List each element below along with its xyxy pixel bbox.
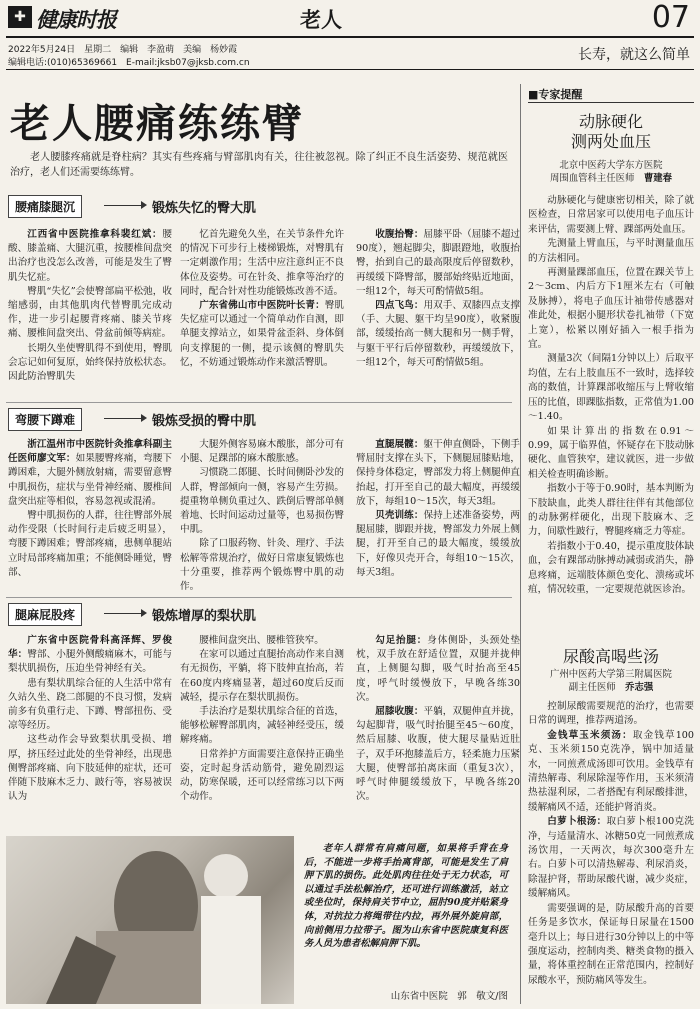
- paragraph: [180, 228, 344, 299]
- paragraph: [8, 509, 172, 580]
- photo-credit: 山东省中医院 郭 敬文/图: [390, 991, 508, 1002]
- text-column: [8, 438, 172, 598]
- paragraph-text: 在家可以通过直腿抬高动作来自测有无损伤，平躺，将下肢伸直抬高，若在60度内疼痛显著，超过60度后反而减轻，提示存在梨状肌损伤。: [180, 649, 344, 703]
- paragraph-text: 大腿外侧容易麻木酸胀，部分可有小腿、足踝部的麻木酸胀感。: [180, 439, 344, 465]
- paragraph-lead-in: 勾足抬腿：: [375, 635, 428, 646]
- arrow-right-icon: [104, 418, 144, 419]
- masthead-rule-bottom: [6, 69, 694, 70]
- paragraph-text: 忆首先避免久坐，在关节条件允许的情况下可步行上楼梯锻炼，对臀肌有一定刺激作用；生活中应注意纠正不良体位及姿势。可在针灸、推拿等治疗的同时，配合针对性功能锻炼改善不适。: [180, 229, 344, 297]
- text-column: [180, 228, 344, 403]
- photo: [6, 836, 294, 1004]
- paragraph-text: 控制尿酸需要规范的治疗，也需要日常的调理，推荐两道汤。: [528, 701, 694, 727]
- paragraph-text: 平躺，双腿伸直并拢，勾起脚背，吸气时抬腿至45～60度，然后屈膝、收腹，使大腿尽量贴近肚子，双手环抱膝盖后方，轻柔施力压紧大腿，使臀部拍离床面（重复3次），呼气时伸腿缓缓放下，早晚各练20次。: [356, 706, 520, 803]
- paragraph: [528, 700, 694, 729]
- article2-body: [528, 700, 694, 988]
- text-column: [356, 228, 520, 403]
- paragraph: [528, 815, 694, 901]
- photo-block: [6, 836, 512, 1004]
- section-tag: 腰痛膝腿沉: [8, 195, 82, 218]
- paragraph-lead-in: 屈膝收腹：: [375, 706, 424, 718]
- article1-title: 动脉硬化 测两处血压: [570, 112, 651, 151]
- sidebar-divider: [520, 84, 521, 1004]
- article2-byline: 广州中医药大学第三附属医院 副主任医师 乔志强: [550, 669, 672, 693]
- photo-caption: 老年人群常有肩痛问题，如果将手背在身后，不能进一步将手抬离背部，可能是发生了肩胛下肌的损伤。此处肌肉往往处于无力状态，可以通过手法松解治疗，还可进行训练激活，站立或坐位时，保持肩关节中立，屈肘90度并贴紧身体，对抗拉力将绳带往内拉，再外展外旋肩部，向前侧用力拉带子。图为山东省中医院康复科医务人员为患者松解肩胛下肌。: [304, 843, 508, 950]
- paragraph: [528, 266, 694, 352]
- slogan: 长寿，就这么简单: [578, 47, 690, 63]
- date-line: 2022年5月24日 星期二 编辑 李盈萌 美编 杨妙霞: [8, 45, 238, 55]
- logo-mark-icon: ✚: [8, 6, 32, 28]
- section-tag: 弯腰下蹲难: [8, 408, 82, 431]
- paragraph: [356, 299, 520, 370]
- arrow-right-icon: [104, 613, 144, 614]
- paragraph: [8, 438, 172, 509]
- paragraph: [180, 466, 344, 537]
- paragraph-text: 躯干伸直侧卧，下侧手臂屈肘支撑在头下，下侧腿屈膝贴地，保持身体稳定，臀部发力将上侧腿伸直抬起，打开至自己的最大幅度，再缓缓放下，每组10～15次，每天3组。: [356, 439, 520, 507]
- paragraph: [356, 438, 520, 509]
- paragraph-lead-in: 金钱草玉米须汤：: [547, 729, 633, 741]
- paragraph-text: 除了口服药物、针灸、理疗、手法松解等常规治疗，做好日常康复锻炼也十分重要，推荐两个锻炼臀中肌的动作。: [180, 538, 344, 593]
- article1-byline: 北京中医药大学东方医院 周围血管科主任医师 曹建春: [550, 160, 672, 184]
- paragraph-text: 如果腰臀疼痛，弯腰下蹲困难，大腿外侧放射痛，需要留意臀中肌损伤，症状与坐骨神经痛、腰椎间盘突出症等相似，容易忽视或混淆。: [8, 453, 172, 507]
- paragraph: [180, 634, 344, 648]
- paragraph-text: 身体侧卧，头颈处垫枕，双手放在舒适位置，双腿并拢伸直，上侧腿勾脚，吸气时抬高至45度，呼气时缓慢放下，早晚各练30次。: [356, 635, 520, 703]
- paragraph: [180, 705, 344, 748]
- paragraph: [8, 733, 172, 804]
- paragraph: [356, 705, 520, 804]
- paragraph-lead-in: 直腿展髋：: [375, 439, 424, 450]
- lead-text: 老人腰膝疼痛就是脊柱病？其实有些疼痛与臂部肌肉有关，往往被忽视。除了纠正不良生活姿势、规范就医治疗，老人们还需要练练臂。: [10, 152, 508, 178]
- paragraph-text: 臀中肌损伤的人群，往往臀部外展动作受限（长时间行走后疲乏明显），弯腰下蹲困难；臀部疼痛，患侧单腿站立时局部疼痛加重；不能侧卧睡觉，臀部、: [8, 510, 172, 578]
- paragraph-text: 习惯跷二郎腿、长时间侧卧沙发的人群，臀部倾向一侧，容易产生劳损。提重物单侧负重过久、跌倒后臀部单侧着地、长时间运动过量等，也易损伤臀中肌。: [180, 467, 344, 536]
- text-column: [8, 228, 172, 403]
- paragraph-text: 测量3次（间隔1分钟以上）后取平均值，左右上肢血压不一致时，选择较高的数值，计算踝部收缩压与上臂收缩压的比值，即踝肱指数，正常值为1.00～1.40。: [528, 353, 694, 423]
- paragraph: [528, 482, 694, 540]
- paragraph: [528, 729, 694, 815]
- lead: [10, 150, 508, 180]
- paragraph-text: 取金钱草100克、玉米须150克洗净，锅中加适量水，一同煎煮成汤即可饮用。金钱草有清热解毒、利尿除湿等作用，玉米须清热祛湿利尿，二者搭配有利尿酸排泄，缓解痛风不适，还能护肾消炎。: [528, 729, 695, 813]
- paragraph: [528, 352, 694, 424]
- sidebar: [528, 84, 694, 1004]
- section-title: 锻炼增厚的梨状肌: [152, 609, 257, 624]
- text-column: [8, 634, 172, 830]
- paragraph-lead-in: 江西省中医院推拿科裴红斌：: [27, 229, 163, 240]
- paragraph-text: 臀部、小腿外侧酸痛麻木，可能与梨状肌损伤，压迫坐骨神经有关。: [8, 649, 172, 675]
- paragraph: [8, 285, 172, 342]
- paragraph-text: 需要强调的是，防尿酸升高的首要任务是多饮水，保证每日尿量在1500毫升以上；每日进行30分钟以上的中等强度运动，控制肉类、糖类食物的摄入量，将体重控制在正常范围内，控制好尿酸水平，预防痛风等发生。: [528, 902, 694, 986]
- page-number: 07: [651, 0, 690, 35]
- paragraph-text: 腰椎间盘突出、腰椎管狭窄。: [199, 635, 324, 646]
- paragraph-lead-in: 广东省中医院骨科高泽辉、罗俊华：: [8, 635, 172, 661]
- paragraph-lead-in: 白萝卜根汤：: [547, 816, 607, 828]
- paragraph: [180, 748, 344, 805]
- paragraph-text: 动脉硬化与健康密切相关，除了就医检查，日常居家可以使用电子血压计来评估，需要测上臂、踝部两处血压。: [528, 195, 694, 235]
- paragraph-lead-in: 四点飞鸟：: [375, 300, 424, 312]
- paragraph-text: 日常养护方面需要注意保持正确坐姿，定时起身活动筋骨，避免剧烈运动，防寒保暖，还可以经常练习以下两个动作。: [180, 748, 344, 803]
- paragraph-text: 取白萝卜根100克洗净，与适量清水、冰糖50克一同煎煮成汤饮用，一天两次，每次300毫升左右。白萝卜可以清热解毒、利尿消炎，除湿护肾，帮助尿酸代谢，减少炎症，缓解痛风。: [528, 816, 695, 900]
- text-column: [356, 634, 520, 830]
- paragraph-text: 再测量踝部血压，位置在踝关节上2～3cm、内后方下1厘米左右（可触及脉搏），将电子血压计袖带传感器对准此处，根据小腿形状卷扎袖带（下宽上宽），松紧以刚好插入一根手指为宜。: [528, 267, 694, 351]
- text-column: [180, 438, 344, 598]
- paragraph-text: 患有梨状肌综合征的人生活中常有久站久坐、跷二郎腿的不良习惯，发病前多有负重行走、下蹲、臀部扭伤、受凉等经历。: [8, 677, 172, 732]
- headline: 老人腰痛练练臂: [10, 100, 304, 147]
- paragraph-lead-in: 浙江温州市中医院针灸推拿科副主任医师廖文军：: [8, 439, 172, 465]
- paragraph-text: 臀肌“失忆”会使臀部扁平松弛，收缩感弱，由其他肌肉代替臀肌完成动作，进一步引起腰背疼痛、膝关节疼痛、腰椎间盘突出、骨盆前倾等病症。: [8, 285, 172, 340]
- paragraph-text: 指数小于等于0.90时，基本判断为下肢缺血，此类人群往往伴有其他部位的动脉粥样硬化，出现下肢麻木、乏力，间歇性跛行，臀腿疼痛乏力等症。: [528, 483, 694, 538]
- paragraph: [528, 540, 694, 598]
- paragraph: [356, 634, 520, 705]
- paragraph-text: 若指数小于0.40，提示重度肢体缺血，会有踝部动脉搏动减弱或消失，静息疼痛，远端肢体颜色变化、溃疡或坏疽，情况较重，一定要规范就医诊治。: [528, 540, 694, 595]
- paragraph: [356, 228, 520, 299]
- section-tag: 腿麻屁股疼: [8, 603, 82, 626]
- arrow-right-icon: [104, 205, 144, 206]
- paragraph: [528, 237, 694, 266]
- section-title: 锻炼失忆的臀大肌: [152, 201, 257, 216]
- paragraph-text: 先测量上臂血压，与平时测量血压的方法相同。: [528, 238, 694, 264]
- article1-body: [528, 194, 694, 597]
- paragraph: [180, 299, 344, 370]
- paragraph-text: 臀肌失忆症可以通过一个简单动作自测，即单腿支撑站立，如果骨盆歪斜、身体倒向支撑腿的一侧，提示该侧的臀肌失忆，不妨通过锻炼动作来激活臀肌。: [180, 300, 344, 368]
- paragraph-text: 如果计算出的指数在0.91～0.99，属于临界值，怀疑存在下肢动脉硬化、血管狭窄，建议就医，进一步做相关检查明确诊断。: [528, 425, 694, 480]
- paragraph: [528, 425, 694, 483]
- paragraph-text: 保持上述准备姿势，两腿屈膝，脚跟并拢，臀部发力外展上侧腿，打开至自己的最大幅度，缓缓放下，好像贝壳开合，每组10～15次，每天3组。: [356, 510, 520, 578]
- paragraph: [528, 902, 694, 988]
- paragraph: [8, 228, 172, 285]
- section-divider: [6, 597, 512, 598]
- paragraph-text: 用双手、双膝四点支撑（手、大腿、躯干均呈90度），收紧腹部，缓缓抬高一侧大腿和另一侧手臂，与躯干平行后停留数秒，再缓缓放下，一组12个，每天可酌情做5组。: [356, 300, 520, 368]
- paragraph: [8, 634, 172, 677]
- paragraph: [180, 537, 344, 594]
- paragraph-text: 屈膝平卧（屈膝不超过90度），翘起脚尖，脚跟蹬地，收腹抬臀，抬到自己的最高限度后停留数秒，再缓缓下降臀部，腰部始终贴近地面，一组12个，每天可酌情做5组。: [356, 229, 520, 297]
- sidebar-header: ■专家提醒: [528, 88, 583, 101]
- logo-text: 健康时报: [36, 7, 116, 32]
- paragraph-lead-in: 广东省佛山市中医院叶长青：: [199, 300, 325, 312]
- logo: [8, 4, 120, 30]
- masthead: [0, 0, 700, 72]
- paragraph: [8, 342, 172, 385]
- text-column: [180, 634, 344, 830]
- section-name: 老人: [300, 7, 342, 32]
- section-divider: [6, 402, 512, 403]
- masthead-rule: [6, 36, 694, 38]
- photo-illustration: [6, 836, 294, 1004]
- paragraph-text: 长期久坐使臀肌得不到使用，臀肌会忘记如何复原，始终保持放松状态。因此防治臀肌失: [8, 342, 172, 383]
- paragraph-lead-in: 收腹抬臀：: [375, 229, 424, 240]
- paragraph-text: 手法治疗是梨状肌综合征的首选，能够松解臀部肌肉，减轻神经受压，缓解疼痛。: [180, 706, 344, 746]
- article2-title: 尿酸高喝些汤: [562, 647, 659, 666]
- sidebar-header-rule: [528, 102, 694, 103]
- paragraph-text: 腰酸、膝盖痛、大腿沉重，按腰椎间盘突出治疗也没怎么改善，可能是发生了臀肌失忆症。: [8, 229, 172, 283]
- paragraph-text: 这些动作会导致梨状肌受损、增厚，挤压经过此处的坐骨神经，出现患侧臀部疼痛、向下肢延伸的症状，还可伴随下肢麻木乏力、跛行等，容易被误认为: [8, 734, 172, 803]
- phone-line: 编辑电话:(010)65369661 E-mail:jksb07@jksb.com.cn: [8, 58, 250, 68]
- text-column: [356, 438, 520, 598]
- paragraph: [8, 677, 172, 734]
- paragraph: [180, 438, 344, 466]
- section-title: 锻炼受损的臀中肌: [152, 414, 257, 429]
- paragraph: [180, 648, 344, 705]
- paragraph: [528, 194, 694, 237]
- paragraph: [356, 509, 520, 580]
- paragraph-lead-in: 贝壳训练：: [375, 510, 424, 522]
